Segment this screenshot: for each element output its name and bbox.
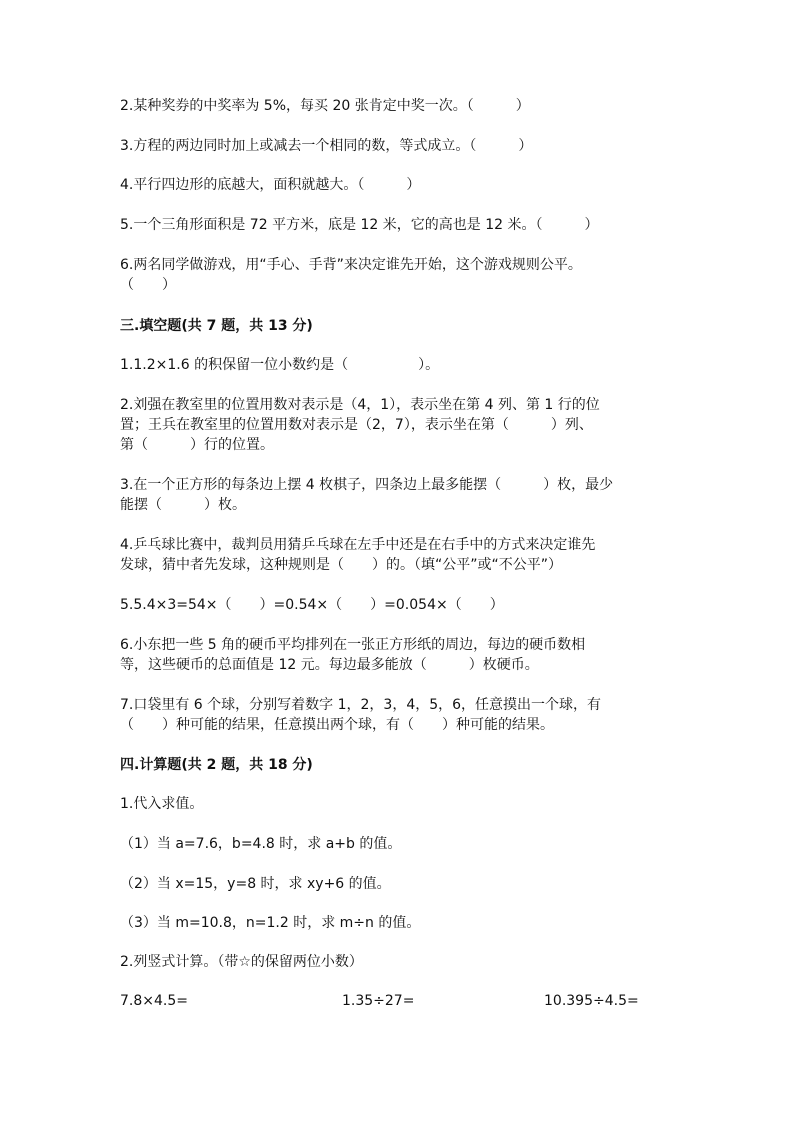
fill-question-5: 5.5.4×3=54×（ ）=0.54×（ ）=0.054×（ ） — [120, 597, 504, 613]
vertical-calc-item-1: 7.8×4.5= — [120, 993, 188, 1009]
judgement-question-3: 3.方程的两边同时加上或减去一个相同的数，等式成立。（ ） — [120, 138, 533, 154]
fill-question-2-line-1: 2.刘强在教室里的位置用数对表示是（4，1），表示坐在第 4 列、第 1 行的位 — [120, 397, 600, 413]
fill-question-7-line-2: （ ）种可能的结果，任意摸出两个球，有（ ）种可能的结果。 — [120, 717, 554, 733]
vertical-calc-item-3: 10.395÷4.5= — [544, 993, 639, 1009]
fill-question-4-line-1: 4.乒乓球比赛中，裁判员用猜乒乓球在左手中还是在右手中的方式来决定谁先 — [120, 537, 596, 553]
judgement-question-2: 2.某种奖券的中奖率为 5%，每买 20 张肯定中奖一次。（ ） — [120, 98, 530, 114]
calc-question-1-part-3: （3）当 m=10.8，n=1.2 时，求 m÷n 的值。 — [120, 915, 421, 931]
calculation-section-title: 四.计算题(共 2 题，共 18 分) — [120, 757, 313, 773]
calc-question-1-part-2: （2）当 x=15，y=8 时，求 xy+6 的值。 — [120, 876, 391, 892]
calc-question-1: 1.代入求值。 — [120, 796, 204, 812]
judgement-question-6-line-2: （ ） — [120, 277, 176, 293]
fill-question-6-line-1: 6.小东把一些 5 角的硬币平均排列在一张正方形纸的周边，每边的硬币数相 — [120, 637, 586, 653]
fill-question-3-line-1: 3.在一个正方形的每条边上摆 4 枚棋子，四条边上最多能摆（ ）枚，最少 — [120, 477, 614, 493]
judgement-question-6-line-1: 6.两名同学做游戏，用“手心、手背”来决定谁先开始，这个游戏规则公平。 — [120, 257, 582, 273]
judgement-question-5: 5.一个三角形面积是 72 平方米，底是 12 米，它的高也是 12 米。（ ） — [120, 217, 599, 233]
fill-blank-section-title: 三.填空题(共 7 题，共 13 分) — [120, 318, 313, 334]
calc-question-2: 2.列竖式计算。（带☆的保留两位小数） — [120, 954, 363, 970]
fill-question-4-line-2: 发球，猜中者先发球，这种规则是（ ）的。（填“公平”或“不公平”） — [120, 557, 563, 573]
judgement-question-4: 4.平行四边形的底越大，面积就越大。（ ） — [120, 177, 421, 193]
vertical-calc-item-2: 1.35÷27= — [342, 993, 415, 1009]
fill-question-1: 1.1.2×1.6 的积保留一位小数约是（ ）。 — [120, 357, 440, 373]
calc-question-1-part-1: （1）当 a=7.6，b=4.8 时，求 a+b 的值。 — [120, 836, 402, 852]
fill-question-2-line-2: 置；王兵在教室里的位置用数对表示是（2，7），表示坐在第（ ）列、 — [120, 417, 593, 433]
fill-question-7-line-1: 7.口袋里有 6 个球，分别写着数字 1，2，3，4，5，6，任意摸出一个球，有 — [120, 697, 602, 713]
fill-question-2-line-3: 第（ ）行的位置。 — [120, 437, 274, 453]
fill-question-3-line-2: 能摆（ ）枚。 — [120, 497, 246, 513]
fill-question-6-line-2: 等，这些硬币的总面值是 12 元。每边最多能放（ ）枚硬币。 — [120, 657, 539, 673]
